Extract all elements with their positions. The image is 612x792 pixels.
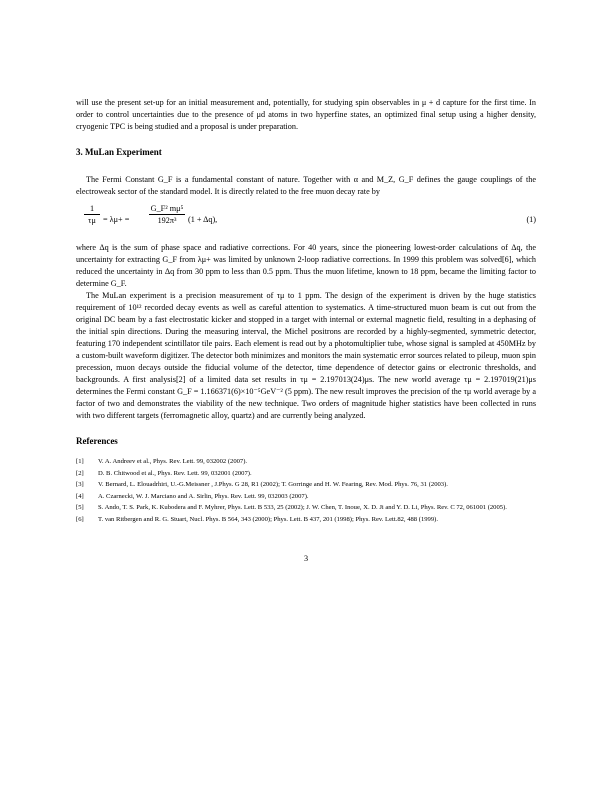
equation-rhs-fraction (149, 204, 185, 225)
reference-label: [2] (76, 469, 84, 477)
section-paragraph-3: The MuLan experiment is a precision measurement of τμ to 1 ppm. The design of the experiment is driven by the huge statistics requirement of 10¹² recorded decay events as well as careful attention to systematics. A time-structured muon beam is cut out from the original DC beam by a fast electrostatic kicker and stopped in a target with internal or external magnetic field, resulting in a dephasing of the initial spin directions. During the measuring interval, the Michel positrons are recorded by a highly-segmented, symmetric detector, featuring 170 independent scintillator tile pairs. Each element is read out by a photomultiplier tube, whose signal is sampled at 450MHz by a custom-built waveform digitizer. The detector both minimizes and monitors the main systematic error sources related to pileup, muon spin precession, muon decays outside the fiducial volume of the detector, time dependence of detector gains or electronic thresholds, and backgrounds. A first analysis[2] of a limited data set results in τμ = 2.197013(24)μs. The new world average τμ = 2.197019(21)μs determines the Fermi constant G_F = 1.166371(6)×10⁻⁵GeV⁻² (5 ppm). The new result improves the precision of the τμ world average by a factor of two and demonstrates the viability of the new technique. Two orders of magnitude higher statistics have been collected in runs with two different targets (ferromagnetic alloy, quartz) and are currently being analyzed. (76, 291, 536, 420)
equation-lhs-fraction (84, 204, 100, 225)
equation-lhs-numerator: 1 (84, 204, 100, 215)
section-title: 3. MuLan Experiment (76, 147, 162, 157)
reference-item (76, 515, 536, 525)
equation-rest: (1 + Δq), (188, 215, 218, 224)
reference-label: [3] (76, 481, 84, 489)
reference-text: T. van Ritbergen and R. G. Stuart, Nucl. Phys. B 564, 343 (2000); Phys. Lett. B 437, 201 (1998); Phys. Rev. Lett.82, 488 (1999). (98, 515, 438, 523)
reference-item (76, 469, 536, 479)
reference-text: V. A. Andreev et al., Phys. Rev. Lett. 99, 032002 (2007). (98, 458, 248, 465)
equation-middle: = λμ+ = (103, 215, 130, 224)
page-body (76, 97, 536, 527)
reference-label: [1] (76, 458, 84, 465)
reference-list (76, 457, 536, 525)
equation-number: (1) (526, 215, 536, 224)
reference-item (76, 480, 536, 490)
section-paragraph-2: where Δq is the sum of phase space and radiative corrections. For 40 years, since the pioneering lowest-order calculations of Δq, the uncertainty for extracting G_F from λμ+ was limited by unknown 2-loop radiative corrections. In 1999 this problem was solved[6], which reduced the uncertainty in Δq from 30 ppm to less than 0.5 ppm. Thus the muon lifetime, known to 18 ppm, became the limiting factor to determine G_F. (76, 243, 536, 288)
reference-text: D. B. Chitwood et al., Phys. Rev. Lett. 99, 032001 (2007). (98, 469, 252, 477)
section-paragraph-1: The Fermi Constant G_F is a fundamental constant of nature. Together with α and M_Z, G_F defines the gauge couplings of the electroweak sector of the standard model. It is directly related to the free muon decay rate by (76, 175, 536, 196)
equation-lhs-denominator: τμ (88, 216, 96, 225)
reference-item (76, 503, 536, 513)
reference-item (76, 457, 536, 467)
equation-1 (76, 202, 536, 240)
reference-label: [5] (76, 504, 84, 512)
reference-text: S. Ando, T. S. Park, K. Kubodera and F. Myhrer, Phys. Lett. B 533, 25 (2002); J. W. Chen, T. Inoue, X. D. Ji and Y. D. Li, Phys. Rev. C 72, 061001 (2005). (98, 504, 507, 512)
reference-label: [6] (76, 515, 84, 523)
reference-item (76, 492, 536, 502)
reference-label: [4] (76, 492, 84, 500)
reference-text: V. Bernard, L. Elouadrhiri, U.-G.Meissner , J.Phys. G 28, R1 (2002); T. Gorringe and H. W. Fearing, Rev. Mod. Phys. 76, 31 (2003). (98, 481, 448, 489)
page-number: 3 (303, 554, 309, 563)
references-title: References (76, 436, 118, 446)
equation-rhs-denominator: 192π³ (157, 216, 177, 225)
intro-paragraph: will use the present set-up for an initial measurement and, potentially, for studying spin observables in μ + d capture for the first time. In order to control uncertainties due to the presence of μd atoms in two hyperfine states, an optimized final setup using a higher density, cryogenic TPC is being studied and a proposal is under preparation. (76, 98, 536, 131)
reference-text: A. Czarnecki, W. J. Marciano and A. Sirlin, Phys. Rev. Lett. 99, 032003 (2007). (98, 492, 309, 500)
equation-rhs-numerator: G_F² mμ⁵ (150, 204, 184, 213)
